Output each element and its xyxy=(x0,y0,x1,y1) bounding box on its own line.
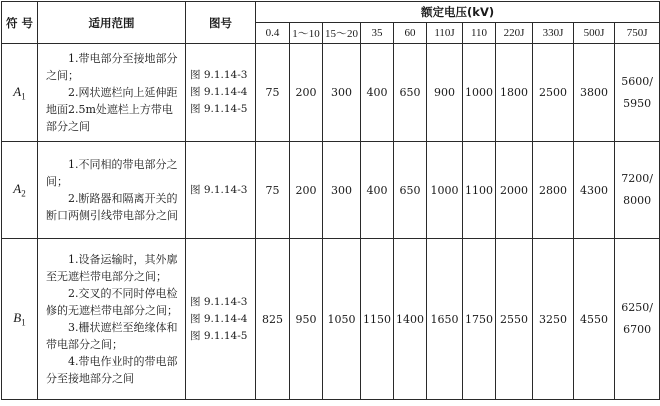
cell-value: 1400 xyxy=(394,239,427,400)
clearance-table xyxy=(1,1,660,400)
cell-value: 7200/ 8000 xyxy=(615,142,660,239)
cell-value: 200 xyxy=(290,44,323,142)
cell-value: 4300 xyxy=(574,142,615,239)
cell-value: 1750 xyxy=(463,239,496,400)
cell-value: 400 xyxy=(361,142,394,239)
table-row xyxy=(2,142,660,239)
cell-value: 75 xyxy=(256,44,290,142)
cell-value: 4550 xyxy=(574,239,615,400)
cell-value: 825 xyxy=(256,239,290,400)
row-scope: 1.不同相的带电部分之间； 2.断路器和隔离开关的断口两侧引线带电部分之间 xyxy=(38,142,186,239)
row-scope: 1.带电部分至接地部分之间； 2.网状遮栏向上延伸距地面2.5m处遮栏上方带电部分之间 xyxy=(38,44,186,142)
cell-value: 1100 xyxy=(463,142,496,239)
table-row xyxy=(2,44,660,142)
row-figures: 图 9.1.14-3 xyxy=(186,142,256,239)
cell-value: 900 xyxy=(427,44,463,142)
header-scope: 适用范围 xyxy=(38,2,186,44)
cell-value: 6250/ 6700 xyxy=(615,239,660,400)
cell-value: 3250 xyxy=(533,239,574,400)
header-voltage: 110 xyxy=(463,23,496,44)
header-voltage: 330J xyxy=(533,23,574,44)
cell-value: 200 xyxy=(290,142,323,239)
header-voltage: 35 xyxy=(361,23,394,44)
header-voltage: 750J xyxy=(615,23,660,44)
cell-value: 1000 xyxy=(463,44,496,142)
cell-value: 300 xyxy=(323,44,361,142)
row-symbol: $B_1$ xyxy=(2,239,38,400)
header-voltage: 1～10 xyxy=(290,23,323,44)
cell-value: 2800 xyxy=(533,142,574,239)
row-figures: 图 9.1.14-3 图 9.1.14-4 图 9.1.14-5 xyxy=(186,44,256,142)
cell-value: 2500 xyxy=(533,44,574,142)
cell-value: 2550 xyxy=(496,239,533,400)
row-scope: 1.设备运输时，其外廓至无遮栏带电部分之间； 2.交叉的不同时停电检修的无遮栏带电部分之间； 3.栅状遮栏至绝缘体和带电部分之间； 4.带电作业时的带电部分至接地部分之间 xyxy=(38,239,186,400)
cell-value: 1650 xyxy=(427,239,463,400)
header-voltage: 15～20 xyxy=(323,23,361,44)
cell-value: 650 xyxy=(394,142,427,239)
header-voltage-group: 额定电压(kV) xyxy=(256,2,660,23)
header-voltage: 110J xyxy=(427,23,463,44)
row-figures: 图 9.1.14-3 图 9.1.14-4 图 9.1.14-5 xyxy=(186,239,256,400)
header-figure: 图号 xyxy=(186,2,256,44)
cell-value: 1150 xyxy=(361,239,394,400)
cell-value: 1000 xyxy=(427,142,463,239)
row-symbol: $A_2$ xyxy=(2,142,38,239)
cell-value: 650 xyxy=(394,44,427,142)
cell-value: 300 xyxy=(323,142,361,239)
cell-value: 3800 xyxy=(574,44,615,142)
cell-value: 1800 xyxy=(496,44,533,142)
cell-value: 5600/ 5950 xyxy=(615,44,660,142)
header-voltage: 60 xyxy=(394,23,427,44)
cell-value: 2000 xyxy=(496,142,533,239)
header-voltage: 0.4 xyxy=(256,23,290,44)
row-symbol: $A_1$ xyxy=(2,44,38,142)
header-symbol: 符 号 xyxy=(2,2,38,44)
cell-value: 1050 xyxy=(323,239,361,400)
cell-value: 400 xyxy=(361,44,394,142)
header-voltage: 220J xyxy=(496,23,533,44)
cell-value: 75 xyxy=(256,142,290,239)
header-voltage: 500J xyxy=(574,23,615,44)
table-row xyxy=(2,239,660,400)
cell-value: 950 xyxy=(290,239,323,400)
